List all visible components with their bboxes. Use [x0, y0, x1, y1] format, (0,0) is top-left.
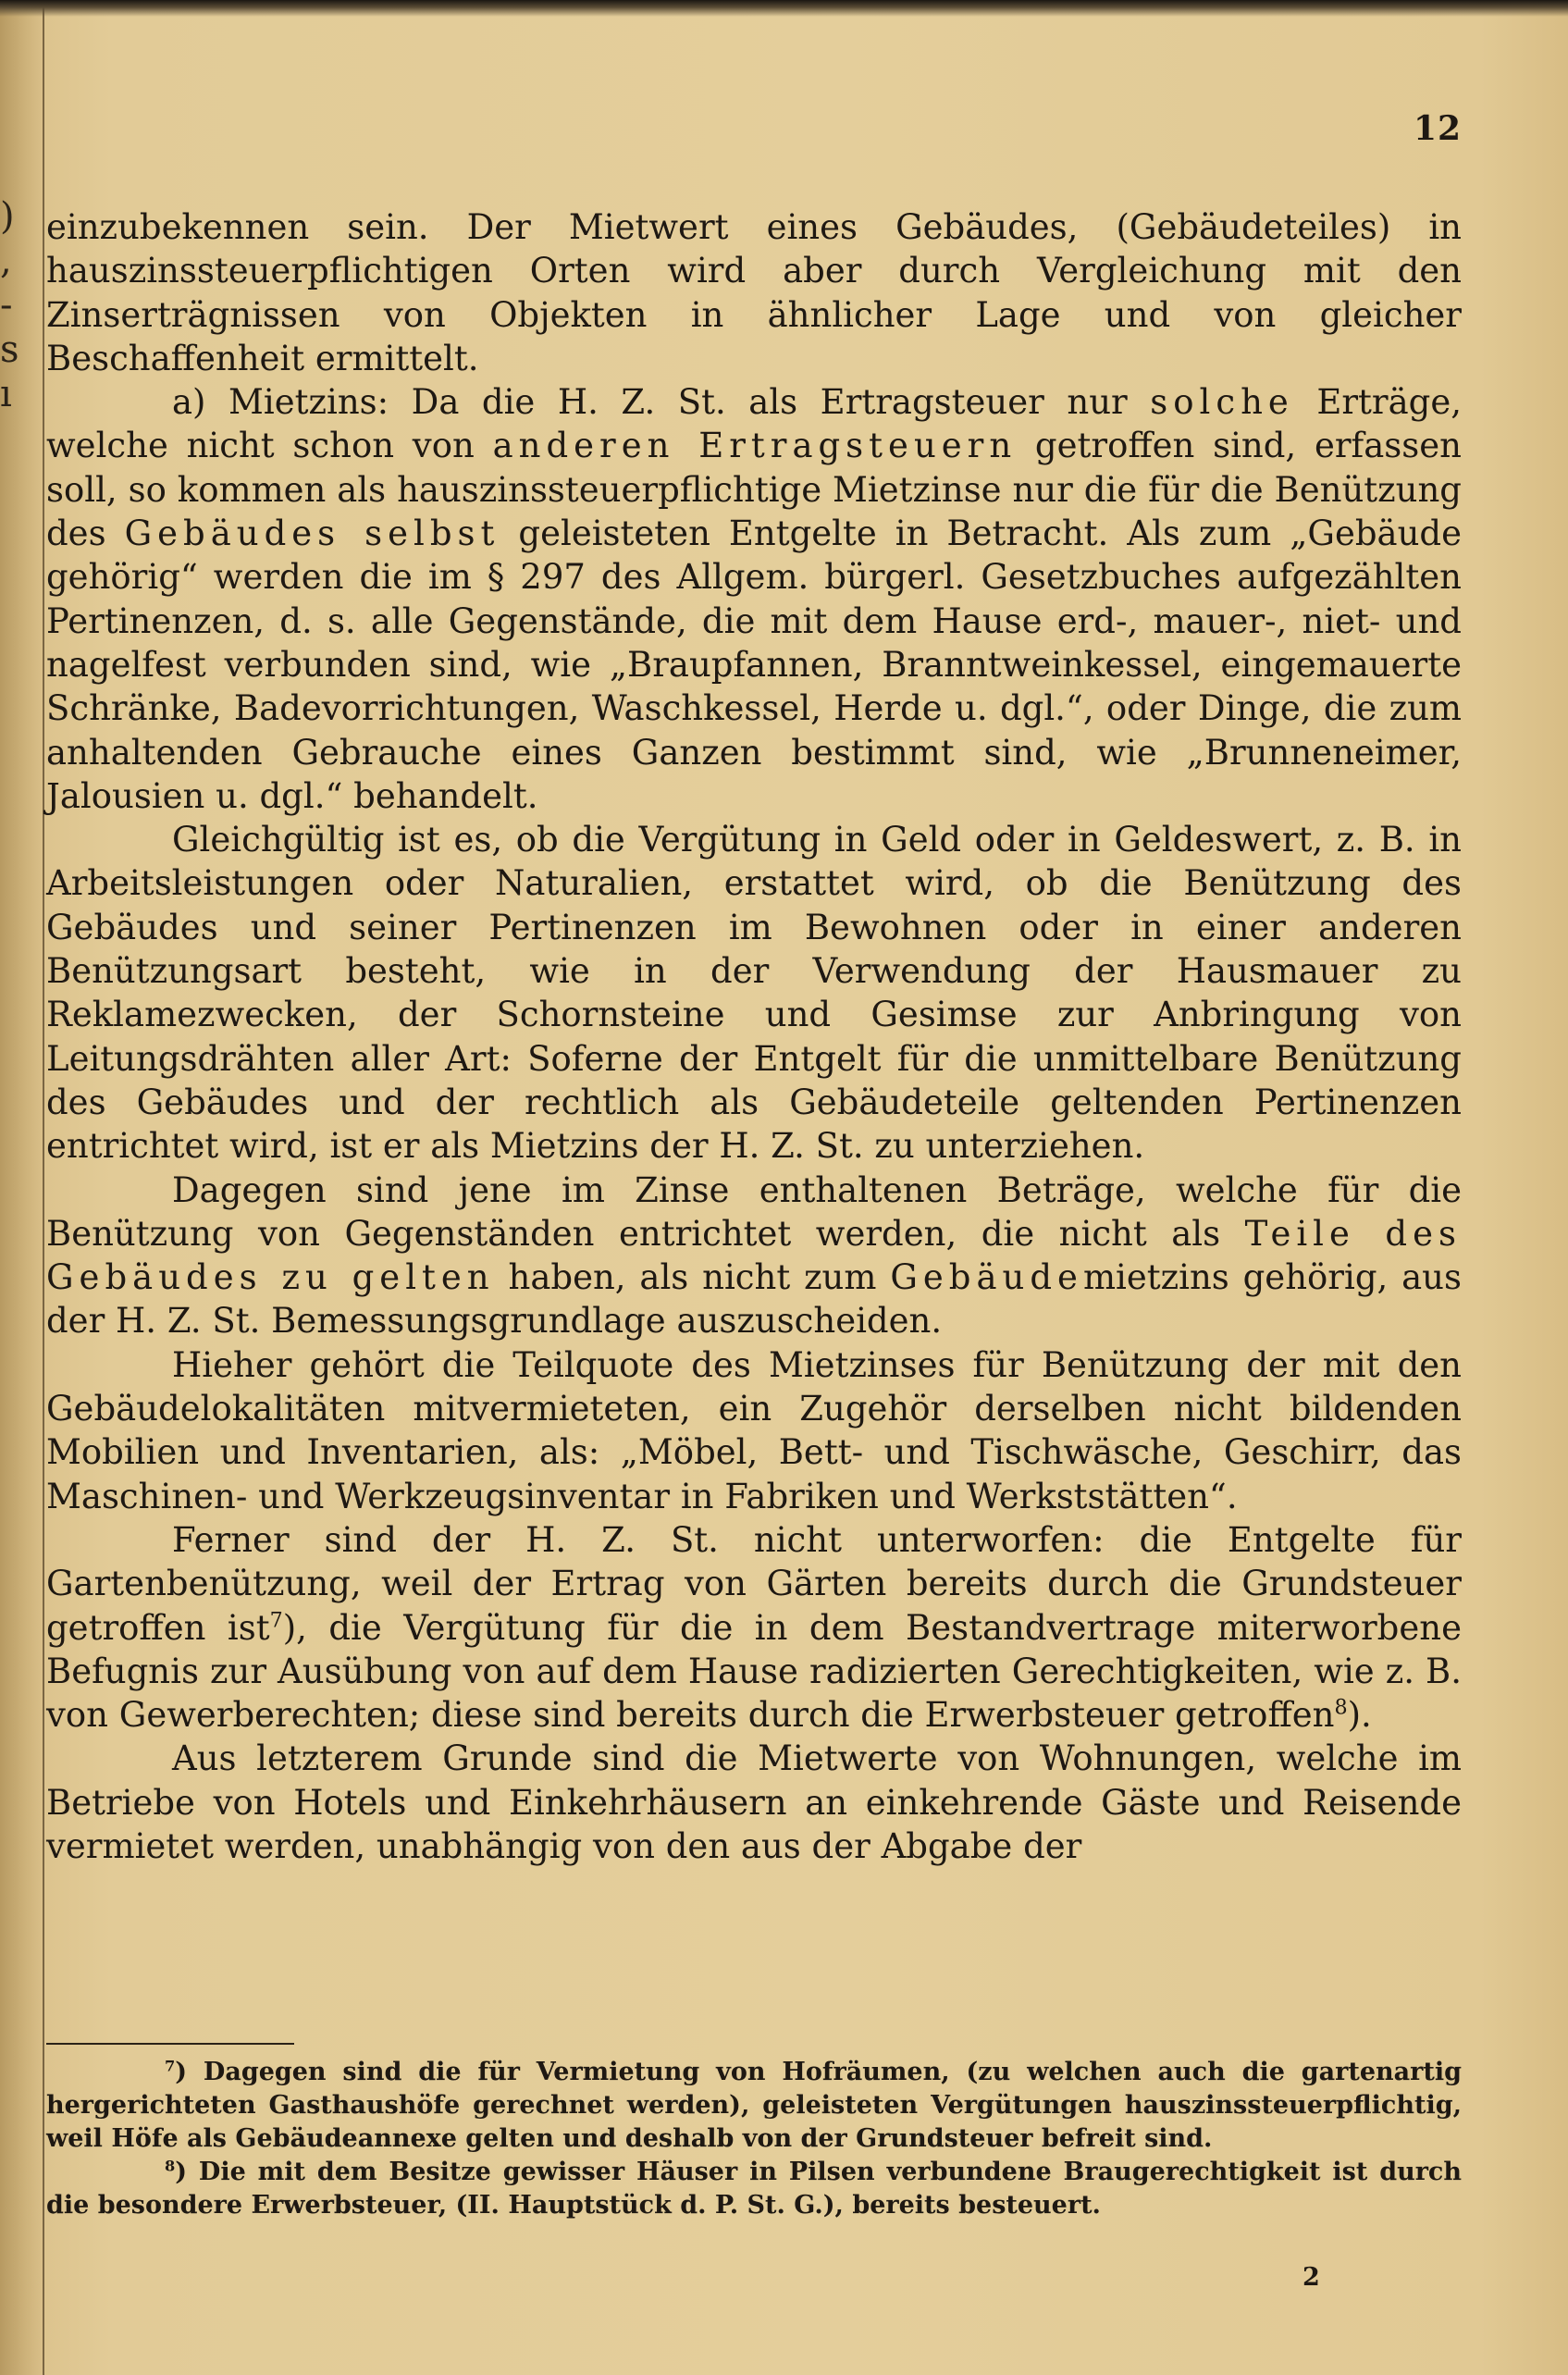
- footnote-ref: 8: [1334, 1695, 1348, 1720]
- paragraph: Gleichgültig ist es, ob die Vergütung in Geld oder in Geldeswert, z. B. in Arbeitsleistungen oder Naturalien, erstattet wird, ob die Benützung des Gebäudes und seiner Pertinenzen im Bewohnen oder in einer anderen Benützungsart besteht, wie in der Verwendung der Hausmauer zu Reklamezwecken, der Schornsteine und Gesimse zur Anbringung von Leitungsdrähten aller Art: Soferne der Entgelt für die unmittelbare Benützung des Gebäudes und der rechtlich als Gebäudeteile geltenden Pertinenzen entrichtet wird, ist er als Mietzins der H. Z. St. zu unterziehen.: [46, 820, 1462, 1167]
- paragraph-text: mietzins gehörig, aus der H. Z. St. Bemessungsgrundlage auszuscheiden.: [46, 1257, 1462, 1342]
- paragraph-text: Ferner sind der H. Z. St. nicht unterworfen: die Entgelte für Gartenbenützung, weil der Ertrag von Gärten bereits durch die Grundsteuer getroffen ist: [46, 1519, 1462, 1648]
- margin-mark: s: [0, 328, 19, 371]
- top-edge-shadow: [0, 0, 1568, 17]
- paragraph-text: haben, als nicht zum: [494, 1257, 891, 1298]
- paragraph: [46, 1169, 1462, 1343]
- footnote-marker: 8: [165, 2157, 176, 2175]
- body-text: [46, 205, 1462, 1868]
- paragraph-text: geleisteten Entgelte in Betracht. Als zum „Gebäude gehörig“ werden die im § 297 des Allgem. bürgerl. Gesetzbuches aufgezählten Pertinenzen, d. s. alle Gegenstände, die mit dem Hause erd-, mauer-, niet- und nagelfest verbunden sind, wie „Braupfannen, Branntweinkessel, eingemauerte Schränke, Badevorrichtungen, Waschkessel, Herde u. dgl.“, oder Dinge, die zum anhaltenden Gebrauche eines Ganzen bestimmt sind, wie „Brunneneimer, Jalousien u. dgl.“ behandelt.: [46, 513, 1462, 816]
- emphasis-spaced: solche: [1150, 382, 1294, 423]
- emphasis-spaced: Gebäude: [890, 1257, 1083, 1298]
- footnote-ref: 7: [269, 1608, 283, 1633]
- footnotes: [46, 2056, 1462, 2222]
- footnote: [46, 2156, 1462, 2222]
- paragraph: [46, 1518, 1462, 1737]
- margin-marks: [0, 194, 20, 416]
- footnote-text: ) Die mit dem Besitze gewisser Häuser in Pilsen verbundene Braugerechtigkeit ist durch die besondere Erwerbsteuer, (II. Hauptstück d. P. St. G.), bereits besteuert.: [46, 2158, 1462, 2220]
- margin-mark: -: [0, 284, 13, 327]
- paragraph: [46, 380, 1462, 818]
- paragraph-text: ).: [1347, 1695, 1372, 1736]
- paragraph-text: Dagegen sind jene im Zinse enthaltenen Beträge, welche für die Benützung von Gegenständen entrichtet werden, die nicht als: [46, 1169, 1462, 1254]
- footnote: [46, 2056, 1462, 2156]
- footnote-text: ) Dagegen sind die für Vermietung von Hofräumen, (zu welchen auch die gartenartig hergerichteten Gasthaushöfe gerechnet werden), geleisteten Vergütungen hauszinssteuerpflichtig, weil Höfe als Gebäudeannexe gelten und deshalb von der Grundsteuer befreit sind.: [46, 2058, 1462, 2153]
- emphasis-spaced: Teile des Gebäudes zu gelten: [46, 1213, 1462, 1298]
- paragraph: einzubekennen sein. Der Mietwert eines Gebäudes, (Gebäudeteiles) in hauszinssteuerpflichtigen Orten wird aber durch Vergleichung mit den Zinserträgnissen von Objekten in ähnlicher Lage und von gleicher Beschaffenheit ermittelt.: [46, 207, 1462, 378]
- paragraph: Hieher gehört die Teilquote des Mietzinses für Benützung der mit den Gebäudelokalitäten mitvermieteten, ein Zugehör derselben nicht bildenden Mobilien und Inventarien, als: „Möbel, Bett- und Tischwäsche, Geschirr, das Maschinen- und Werkzeugsinventar in Fabriken und Werkststätten“.: [46, 1344, 1462, 1516]
- paragraph-text: ), die Vergütung für die in dem Bestandvertrage miterworbene Befugnis zur Ausübung von auf dem Hause radizierten Gerechtigkeiten, wie z. B. von Gewerberechten; diese sind bereits durch die Erwerbsteuer getroffen: [46, 1607, 1462, 1736]
- emphasis-spaced: anderen Ertragsteuern: [492, 426, 1018, 466]
- margin-mark: ,: [0, 240, 12, 282]
- margin-mark: ı: [0, 373, 12, 415]
- page-number: 12: [1414, 109, 1463, 148]
- paragraph-text: Erträge, welche nicht schon von: [46, 382, 1462, 466]
- footnote-divider: [46, 2043, 294, 2045]
- margin-mark: ): [0, 195, 15, 238]
- paragraph-text: a) Mietzins: Da die H. Z. St. als Ertragsteuer nur: [172, 382, 1151, 423]
- paragraph: Aus letzterem Grunde sind die Mietwerte von Wohnungen, welche im Betriebe von Hotels und Einkehrhäusern an einkehrende Gäste und Reisende vermietet werden, unabhängig von den aus der Abgabe der: [46, 1738, 1462, 1866]
- paragraph-text: getroffen sind, erfassen soll, so kommen als hauszinssteuerpflichtige Mietzinse nur die für die Benützung des: [46, 426, 1462, 554]
- signature-mark: 2: [1303, 2263, 1320, 2292]
- footnote-marker: 7: [165, 2057, 176, 2075]
- emphasis-spaced: Gebäudes selbst: [124, 513, 500, 554]
